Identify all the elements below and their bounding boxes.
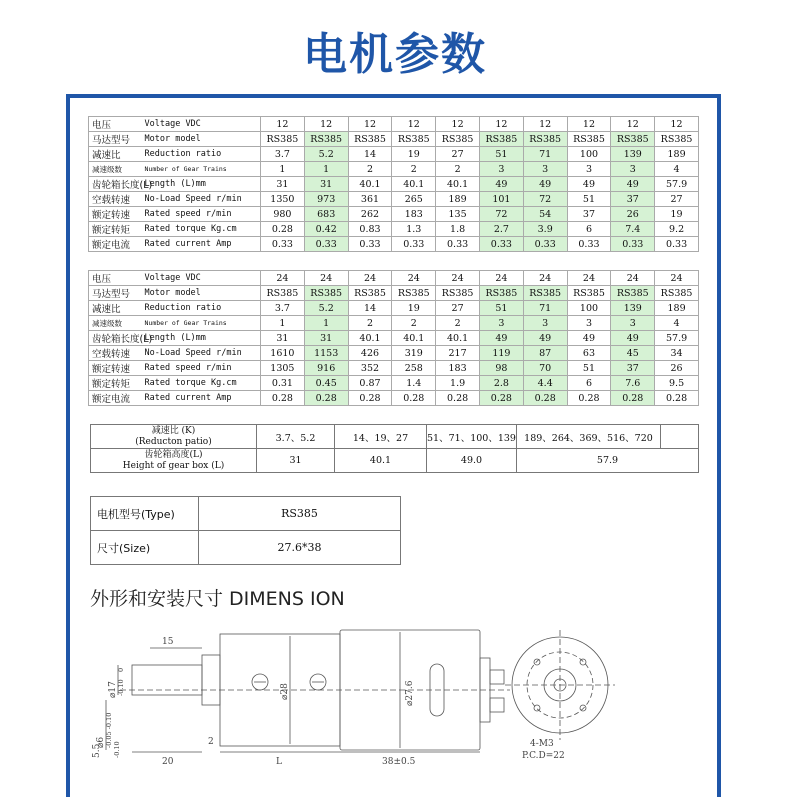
label-d55: 5.5 (92, 743, 102, 758)
spec-label-en: Rated current Amp (141, 391, 261, 406)
spec-cell: 2 (436, 316, 480, 331)
spec-cell: 31 (304, 331, 348, 346)
spec-label-en: Voltage VDC (141, 271, 261, 286)
spec-cell: RS385 (392, 132, 436, 147)
spec-cell: 19 (655, 207, 699, 222)
spec-cell: 24 (523, 271, 567, 286)
spec-cell: 12 (523, 117, 567, 132)
spec-cell: 1.4 (392, 376, 436, 391)
label-d17-tol: -0.10 (117, 679, 125, 696)
spec-cell: 12 (261, 117, 305, 132)
spec-cell: 1305 (261, 361, 305, 376)
spec-cell: 24 (392, 271, 436, 286)
spec-cell: 24 (304, 271, 348, 286)
spec-row (89, 222, 699, 237)
ratio-cell: 3.7、5.2 (257, 425, 335, 449)
spec-cell: 0.28 (261, 222, 305, 237)
spec-label-zh: 空载转速 (89, 192, 141, 207)
spec-cell: 139 (611, 147, 655, 162)
spec-cell: 49 (479, 331, 523, 346)
spec-cell: 2.8 (479, 376, 523, 391)
spec-cell: 4 (655, 162, 699, 177)
spec-cell: 0.31 (261, 376, 305, 391)
spec-cell: 98 (479, 361, 523, 376)
spec-cell: 0.45 (304, 376, 348, 391)
spec-cell: 0.33 (655, 237, 699, 252)
height-cell: 57.9 (517, 449, 699, 473)
spec-cell: 0.33 (261, 237, 305, 252)
spec-cell: 352 (348, 361, 392, 376)
spec-cell: 1 (304, 162, 348, 177)
spec-table-12v (88, 116, 699, 252)
spec-label-zh: 减速比 (89, 147, 141, 162)
mount-hole (580, 705, 586, 711)
spec-cell: 57.9 (655, 331, 699, 346)
spec-label-en: Number of Gear Trains (141, 316, 261, 331)
spec-cell: 51 (567, 361, 611, 376)
spec-cell: 262 (348, 207, 392, 222)
spec-cell: 2 (436, 162, 480, 177)
spec-cell: 139 (611, 301, 655, 316)
spec-cell: 40.1 (392, 177, 436, 192)
spec-row (89, 132, 699, 147)
label-pcd: P.C.D=22 (522, 751, 565, 761)
spec-label-en: Voltage VDC (141, 117, 261, 132)
spec-cell: 980 (261, 207, 305, 222)
spec-cell: RS385 (304, 132, 348, 147)
type-value: RS385 (199, 497, 401, 531)
spec-cell: 101 (479, 192, 523, 207)
spec-row (89, 207, 699, 222)
spec-cell: 183 (392, 207, 436, 222)
spec-row (89, 391, 699, 406)
spec-cell: 49 (611, 177, 655, 192)
spec-cell: 3 (479, 316, 523, 331)
spec-cell: RS385 (655, 132, 699, 147)
spec-cell: 49 (611, 331, 655, 346)
spec-cell: 2 (392, 162, 436, 177)
spec-row (89, 361, 699, 376)
spec-cell: 4 (655, 316, 699, 331)
spec-cell: 0.33 (523, 237, 567, 252)
spec-cell: 24 (436, 271, 480, 286)
spec-cell: 6 (567, 376, 611, 391)
spec-label-en: Rated torque Kg.cm (141, 222, 261, 237)
spec-cell: 12 (567, 117, 611, 132)
spec-cell: 9.5 (655, 376, 699, 391)
spec-label-zh: 马达型号 (89, 286, 141, 301)
spec-label-zh: 减速比 (89, 301, 141, 316)
ratio-cell: 51、71、100、139 (427, 425, 517, 449)
spec-cell: 45 (611, 346, 655, 361)
spec-cell: 0.83 (348, 222, 392, 237)
spec-cell: 3.7 (261, 147, 305, 162)
spec-cell: 24 (348, 271, 392, 286)
spec-cell: RS385 (611, 286, 655, 301)
spec-cell: 1.9 (436, 376, 480, 391)
spec-cell: 0.33 (567, 237, 611, 252)
spec-cell: RS385 (479, 132, 523, 147)
spec-label-zh: 齿轮箱长度(L) (89, 331, 141, 346)
spec-cell: 14 (348, 301, 392, 316)
spec-label-en: Motor model (141, 286, 261, 301)
spec-label-en: Motor model (141, 132, 261, 147)
spec-cell: 100 (567, 301, 611, 316)
spec-label-zh: 额定电流 (89, 391, 141, 406)
spec-cell: 40.1 (436, 331, 480, 346)
spec-cell: 24 (479, 271, 523, 286)
spec-cell: 0.42 (304, 222, 348, 237)
spec-cell: 0.28 (261, 391, 305, 406)
spec-cell: 3 (611, 316, 655, 331)
spec-cell: 57.9 (655, 177, 699, 192)
spec-cell: 5.2 (304, 147, 348, 162)
spec-label-zh: 额定转速 (89, 361, 141, 376)
height-cell: 49.0 (427, 449, 517, 473)
spec-row (89, 346, 699, 361)
spec-cell: 54 (523, 207, 567, 222)
spec-cell: 973 (304, 192, 348, 207)
spec-cell: 7.6 (611, 376, 655, 391)
spec-cell: 49 (567, 331, 611, 346)
spec-row (89, 162, 699, 177)
spec-cell: RS385 (523, 286, 567, 301)
spec-cell: 12 (304, 117, 348, 132)
label-m3: 4-M3 (530, 739, 554, 749)
spec-cell: RS385 (348, 286, 392, 301)
spec-cell: 119 (479, 346, 523, 361)
spec-cell: 31 (261, 177, 305, 192)
spec-cell: 183 (436, 361, 480, 376)
spec-table-24v (88, 270, 699, 406)
gearbox-flange (202, 655, 220, 705)
height-label-en: Height of gear box (L) (122, 460, 225, 471)
height-label (91, 449, 257, 473)
mount-hole (534, 705, 540, 711)
spec-cell: 2 (348, 162, 392, 177)
spec-label-en: Reduction ratio (141, 147, 261, 162)
spec-cell: 26 (655, 361, 699, 376)
spec-cell: 63 (567, 346, 611, 361)
spec-cell: 34 (655, 346, 699, 361)
spec-cell: 916 (304, 361, 348, 376)
spec-cell: RS385 (655, 286, 699, 301)
spec-cell: RS385 (567, 286, 611, 301)
spec-row (89, 237, 699, 252)
spec-row (89, 192, 699, 207)
spec-row (89, 301, 699, 316)
label-d17-tol0: 0 (117, 667, 125, 672)
spec-cell: 12 (392, 117, 436, 132)
spec-label-en: Number of Gear Trains (141, 162, 261, 177)
spec-cell: 40.1 (348, 177, 392, 192)
spec-cell: 0.28 (436, 391, 480, 406)
spec-cell: 51 (479, 147, 523, 162)
spec-cell: 0.33 (348, 237, 392, 252)
spec-cell: 361 (348, 192, 392, 207)
spec-row (89, 316, 699, 331)
spec-cell: 319 (392, 346, 436, 361)
spec-cell: 37 (567, 207, 611, 222)
label-2: 2 (208, 737, 214, 747)
spec-row (89, 286, 699, 301)
spec-cell: 2 (348, 316, 392, 331)
spec-cell: 100 (567, 147, 611, 162)
spec-cell: 0.33 (436, 237, 480, 252)
spec-row (89, 147, 699, 162)
spec-cell: 51 (479, 301, 523, 316)
spec-cell: 12 (611, 117, 655, 132)
spec-cell: 51 (567, 192, 611, 207)
spec-label-en: Rated torque Kg.cm (141, 376, 261, 391)
spec-cell: 24 (567, 271, 611, 286)
ratio-cell: 189、264、369、516、720 (517, 425, 661, 449)
spec-cell: RS385 (392, 286, 436, 301)
spec-cell: 0.28 (392, 391, 436, 406)
spec-cell: 3 (611, 162, 655, 177)
spec-label-zh: 额定电流 (89, 237, 141, 252)
spec-cell: 24 (261, 271, 305, 286)
spec-row (89, 376, 699, 391)
spec-label-zh: 空载转速 (89, 346, 141, 361)
spec-cell: 1153 (304, 346, 348, 361)
spec-cell: RS385 (304, 286, 348, 301)
spec-cell: 12 (348, 117, 392, 132)
label-d55-tol: -0.10 (113, 741, 121, 758)
spec-cell: 27 (436, 301, 480, 316)
spec-cell: 49 (479, 177, 523, 192)
spec-cell: 12 (655, 117, 699, 132)
spec-label-zh: 电压 (89, 117, 141, 132)
spec-label-en: Rated current Amp (141, 237, 261, 252)
dimension-drawing (90, 620, 630, 770)
spec-label-en: Length (L)mm (141, 177, 261, 192)
spec-cell: RS385 (523, 132, 567, 147)
spec-cell: 0.33 (304, 237, 348, 252)
spec-cell: 14 (348, 147, 392, 162)
spec-cell: 37 (611, 361, 655, 376)
spec-cell: 0.28 (655, 391, 699, 406)
spec-cell: 189 (655, 301, 699, 316)
spec-label-zh: 齿轮箱长度(L) (89, 177, 141, 192)
spec-cell: 31 (261, 331, 305, 346)
spec-cell: 3.9 (523, 222, 567, 237)
ratio-label-en: (Reducton patio) (135, 436, 212, 447)
mount-hole (580, 659, 586, 665)
spec-label-zh: 额定转矩 (89, 376, 141, 391)
spec-row (89, 271, 699, 286)
output-shaft-boss (132, 665, 202, 695)
spec-label-zh: 减速级数 (89, 162, 141, 177)
type-label: 电机型号(Type) (91, 497, 199, 531)
height-label-zh: 齿轮箱高度(L) (144, 449, 203, 460)
spec-cell: 3 (567, 162, 611, 177)
spec-cell: 0.28 (567, 391, 611, 406)
spec-label-zh: 电压 (89, 271, 141, 286)
spec-row (89, 177, 699, 192)
spec-cell: 49 (523, 177, 567, 192)
spec-cell: 37 (611, 192, 655, 207)
spec-cell: 72 (479, 207, 523, 222)
ratio-label-zh: 减速比 (K) (151, 425, 196, 436)
ratio-label (91, 425, 257, 449)
spec-cell: 1 (261, 316, 305, 331)
spec-cell: 27 (655, 192, 699, 207)
spec-cell: RS385 (436, 286, 480, 301)
spec-cell: 0.87 (348, 376, 392, 391)
size-value: 27.6*38 (199, 531, 401, 565)
spec-cell: 3 (567, 316, 611, 331)
label-15: 15 (162, 637, 174, 647)
spec-cell: 189 (655, 147, 699, 162)
label-d27-6: ⌀27.6 (405, 680, 415, 706)
spec-cell: 71 (523, 147, 567, 162)
height-cell: 31 (257, 449, 335, 473)
terminal-top (490, 670, 504, 684)
label-d6-tol: -0.05 -0.10 (105, 712, 113, 748)
spec-cell: 0.33 (611, 237, 655, 252)
spec-cell: 40.1 (436, 177, 480, 192)
spec-cell: 683 (304, 207, 348, 222)
ratio-cell (661, 425, 699, 449)
spec-cell: 426 (348, 346, 392, 361)
label-d17: ⌀17 (108, 681, 118, 698)
spec-cell: 1350 (261, 192, 305, 207)
spec-cell: 70 (523, 361, 567, 376)
spec-cell: 0.28 (523, 391, 567, 406)
spec-cell: 0.28 (611, 391, 655, 406)
model-size-table (90, 496, 401, 565)
spec-row (89, 117, 699, 132)
spec-cell: 49 (523, 331, 567, 346)
spec-label-en: Rated speed r/min (141, 361, 261, 376)
spec-cell: 24 (611, 271, 655, 286)
spec-cell: 265 (392, 192, 436, 207)
spec-label-en: No-Load Speed r/min (141, 192, 261, 207)
spec-cell: 71 (523, 301, 567, 316)
spec-cell: 87 (523, 346, 567, 361)
dimension-heading: 外形和安装尺寸 DIMENS ION (90, 588, 345, 610)
spec-cell: 72 (523, 192, 567, 207)
height-cell: 40.1 (335, 449, 427, 473)
spec-cell: 0.28 (348, 391, 392, 406)
mount-hole (534, 659, 540, 665)
spec-cell: 40.1 (392, 331, 436, 346)
spec-label-en: No-Load Speed r/min (141, 346, 261, 361)
spec-cell: 1.3 (392, 222, 436, 237)
spec-label-zh: 额定转矩 (89, 222, 141, 237)
spec-cell: 31 (304, 177, 348, 192)
page-title: 电机参数 (303, 29, 487, 80)
size-label: 尺寸(Size) (91, 531, 199, 565)
spec-cell: 27 (436, 147, 480, 162)
label-38: 38±0.5 (382, 757, 416, 767)
spec-cell: 3.7 (261, 301, 305, 316)
spec-cell: 1.8 (436, 222, 480, 237)
spec-cell: 40.1 (348, 331, 392, 346)
spec-label-en: Reduction ratio (141, 301, 261, 316)
spec-cell: 217 (436, 346, 480, 361)
spec-cell: 24 (655, 271, 699, 286)
spec-cell: 12 (479, 117, 523, 132)
label-20: 20 (162, 757, 174, 767)
spec-cell: RS385 (261, 132, 305, 147)
spec-cell: RS385 (436, 132, 480, 147)
spec-cell: 1610 (261, 346, 305, 361)
label-L: L (276, 757, 282, 767)
label-d28: ⌀28 (280, 683, 290, 700)
spec-cell: RS385 (479, 286, 523, 301)
ratio-height-table (90, 424, 699, 473)
spec-cell: 189 (436, 192, 480, 207)
spec-cell: 2 (392, 316, 436, 331)
spec-cell: 0.33 (392, 237, 436, 252)
spec-cell: RS385 (611, 132, 655, 147)
spec-cell: 0.33 (479, 237, 523, 252)
spec-cell: 26 (611, 207, 655, 222)
spec-cell: 4.4 (523, 376, 567, 391)
spec-cell: 0.28 (479, 391, 523, 406)
spec-cell: 135 (436, 207, 480, 222)
spec-label-zh: 额定转速 (89, 207, 141, 222)
spec-label-zh: 减速级数 (89, 316, 141, 331)
spec-cell: 1 (261, 162, 305, 177)
spec-cell: 7.4 (611, 222, 655, 237)
spec-cell: 12 (436, 117, 480, 132)
spec-cell: 5.2 (304, 301, 348, 316)
spec-cell: 6 (567, 222, 611, 237)
spec-row (89, 331, 699, 346)
spec-cell: 3 (523, 316, 567, 331)
spec-cell: RS385 (261, 286, 305, 301)
spec-cell: 1 (304, 316, 348, 331)
spec-cell: RS385 (567, 132, 611, 147)
spec-cell: 3 (479, 162, 523, 177)
ratio-cell: 14、19、27 (335, 425, 427, 449)
spec-label-zh: 马达型号 (89, 132, 141, 147)
spec-cell: 19 (392, 147, 436, 162)
spec-label-en: Rated speed r/min (141, 207, 261, 222)
spec-cell: 9.2 (655, 222, 699, 237)
spec-cell: 19 (392, 301, 436, 316)
label-d6: ⌀6 (96, 736, 106, 748)
spec-cell: 258 (392, 361, 436, 376)
spec-cell: 0.28 (304, 391, 348, 406)
spec-cell: 2.7 (479, 222, 523, 237)
spec-label-en: Length (L)mm (141, 331, 261, 346)
spec-cell: RS385 (348, 132, 392, 147)
spec-cell: 3 (523, 162, 567, 177)
spec-cell: 49 (567, 177, 611, 192)
terminal-bottom (490, 698, 504, 712)
